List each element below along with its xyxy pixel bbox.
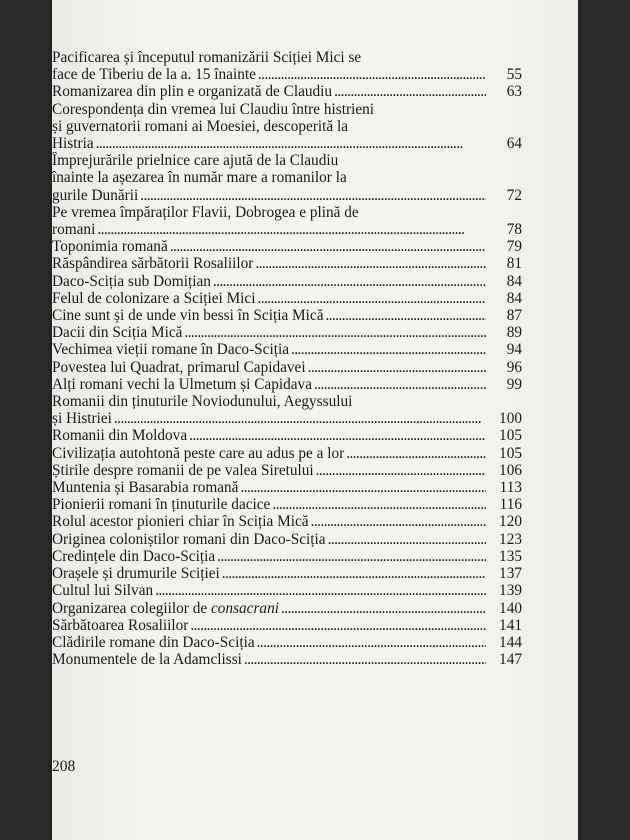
dot-leader [346, 445, 486, 462]
toc-entry-text: Sărbătoarea Rosaliilor [52, 616, 189, 634]
dot-leader [222, 565, 486, 582]
toc-entry [52, 462, 522, 479]
toc-entry-title [52, 531, 326, 548]
toc-entry-text: Răspândirea sărbătorii Rosaliilor [52, 255, 254, 273]
dot-leader [96, 135, 486, 152]
dot-leader [328, 531, 486, 548]
dot-leader [314, 376, 486, 393]
toc-entry-text: romani [52, 221, 96, 239]
dot-leader [184, 324, 486, 341]
toc-entry-page: 105 [499, 427, 522, 445]
dot-leader [155, 582, 486, 599]
toc-entry [52, 359, 522, 376]
toc-entry-line: Pe vremea împăraților Flavii, Dobrogea e plină de [52, 203, 359, 221]
toc-entry-title [52, 290, 255, 307]
toc-entry [52, 513, 522, 530]
dot-leader [114, 410, 486, 427]
toc-entry-page: 106 [499, 461, 522, 479]
toc-entry [52, 393, 522, 427]
toc-entry-page: 137 [499, 565, 522, 583]
toc-entry-title [52, 496, 270, 513]
toc-entry-text: Monumentele de la Adamclissi [52, 651, 242, 669]
page-number: 208 [52, 758, 76, 775]
toc-entry-text: Dacii din Sciția Mică [52, 324, 183, 342]
dot-leader [326, 307, 487, 324]
toc-entry [52, 290, 522, 307]
dot-leader [170, 238, 486, 255]
toc-entry [52, 479, 522, 496]
dot-leader [257, 634, 486, 651]
toc-entry-title [52, 617, 188, 634]
dot-leader [291, 341, 486, 358]
toc-entry [52, 341, 522, 358]
toc-entry-page: 120 [499, 513, 522, 531]
toc-entry [52, 617, 522, 634]
toc-entry [52, 582, 522, 599]
toc-entry [52, 376, 522, 393]
toc-entry-text: Toponimia romană [52, 238, 168, 256]
toc-entry [52, 634, 522, 651]
toc-entry [52, 651, 522, 668]
toc-entry-text: face de Tiberiu de la a. 15 înainte [52, 66, 256, 84]
toc-entry [52, 548, 522, 565]
dot-leader [257, 290, 486, 307]
toc-entry-title [52, 513, 309, 530]
toc-entry-line: înainte la așezarea în număr mare a romanilor la [52, 169, 347, 187]
toc-entry-line: Pacificarea și începutul romanizării Sciției Mici se [52, 49, 362, 66]
toc-entry-title [52, 135, 94, 152]
toc-entry-text: Orașele și drumurile Sciției [52, 565, 220, 583]
toc-entry [52, 600, 522, 617]
toc-entry-text: Alți romani vechi la Ulmetum și Capidava [52, 375, 312, 393]
toc-entry-text: Romanizarea din plin e organizată de Claudiu [52, 83, 333, 101]
toc-entry-text: Civilizația autohtonă peste care au adus pe a lor [52, 444, 345, 462]
table-of-contents [52, 49, 522, 668]
toc-entry-page: 140 [499, 599, 522, 617]
toc-entry-page: 84 [506, 272, 522, 290]
toc-entry-title [52, 582, 153, 599]
toc-entry [52, 255, 522, 272]
toc-entry [52, 531, 522, 548]
toc-entry-text: Histria [52, 135, 94, 153]
toc-entry-title [52, 634, 255, 651]
toc-entry [52, 273, 522, 290]
toc-entry-title [52, 651, 242, 668]
toc-entry-page: 89 [506, 324, 522, 342]
toc-entry-text: Felul de colonizare a Sciției Mici [52, 289, 256, 307]
toc-entry-text: Vechimea vieții romane în Daco-Sciția [52, 341, 290, 359]
dot-leader [244, 651, 486, 668]
toc-entry-title [52, 427, 187, 444]
toc-entry-title [52, 324, 182, 341]
toc-entry-title [52, 255, 253, 272]
toc-entry-page: 96 [506, 358, 522, 376]
toc-entry-page: 55 [506, 66, 522, 84]
toc-entry-page: 100 [499, 410, 522, 428]
dot-leader [281, 600, 486, 617]
toc-entry-title [52, 359, 306, 376]
toc-entry-page: 87 [506, 307, 522, 325]
toc-entry-page: 84 [506, 289, 522, 307]
dot-leader [213, 273, 486, 290]
toc-entry-page: 99 [506, 375, 522, 393]
toc-entry [52, 445, 522, 462]
toc-entry-text: Știrile despre romanii de pe valea Siretului [52, 461, 314, 479]
toc-entry [52, 496, 522, 513]
toc-entry [52, 238, 522, 255]
dot-leader [140, 187, 486, 204]
toc-entry [52, 307, 522, 324]
toc-entry-text: Clădirile romane din Daco-Sciția [52, 633, 255, 651]
toc-entry-line: Împrejurările prielnice care ajută de la Claudiu [52, 152, 339, 170]
toc-entry-title [52, 273, 211, 290]
toc-entry-title [52, 565, 220, 582]
toc-entry-text: Pionierii romani în ținuturile dacice [52, 496, 271, 514]
dot-leader [316, 462, 486, 479]
toc-entry-italic-term: consacrani [210, 599, 279, 617]
dot-leader [217, 548, 486, 565]
toc-entry-page: 105 [499, 444, 522, 462]
dot-leader [308, 359, 486, 376]
toc-entry-title [52, 66, 256, 83]
toc-entry-title [52, 376, 312, 393]
toc-entry [52, 204, 522, 238]
toc-entry-page: 81 [506, 255, 522, 273]
toc-entry-title [52, 445, 344, 462]
toc-entry-page: 141 [499, 616, 522, 634]
toc-entry-page: 94 [506, 341, 522, 359]
dot-leader [311, 513, 486, 530]
toc-entry-page: 63 [506, 83, 522, 101]
toc-entry-title [52, 410, 112, 427]
toc-entry-page: 135 [499, 547, 522, 565]
toc-entry [52, 324, 522, 341]
toc-entry-title [52, 83, 332, 100]
toc-entry-title [52, 341, 289, 358]
toc-entry-page: 116 [499, 496, 522, 514]
toc-entry-text: Cultul lui Silvan [52, 582, 154, 600]
toc-entry-page: 139 [499, 582, 522, 600]
toc-entry-line: și guvernatorii romani ai Moesiei, descoperită la [52, 117, 349, 135]
toc-entry-text: Credințele din Daco-Sciția [52, 547, 216, 565]
toc-entry-page: 64 [506, 135, 522, 153]
toc-entry-title [52, 221, 95, 238]
toc-entry-page: 123 [499, 530, 522, 548]
dot-leader [190, 617, 486, 634]
toc-entry [52, 565, 522, 582]
toc-entry-title [52, 307, 324, 324]
toc-entry-text: Rolul acestor pionieri chiar în Sciția Mică [52, 513, 309, 531]
toc-entry-page: 78 [506, 221, 522, 239]
dot-leader [272, 496, 486, 513]
toc-entry [52, 427, 522, 444]
toc-entry [52, 83, 522, 100]
toc-entry-title [52, 479, 238, 496]
toc-entry-text: Povestea lui Quadrat, primarul Capidavei [52, 358, 306, 376]
dot-leader [189, 427, 486, 444]
toc-entry-line: Romanii din ținuturile Noviodunului, Aegyssului [52, 393, 353, 411]
toc-entry-text: Cine sunt și de unde vin bessi în Sciția Mică [52, 307, 324, 325]
toc-entry-page: 147 [499, 651, 522, 669]
dot-leader [258, 66, 486, 83]
toc-entry [52, 49, 522, 83]
toc-entry-text: Organizarea colegiilor de [52, 599, 211, 617]
toc-entry-line: Corespondența din vremea lui Claudiu între histrieni [52, 100, 375, 118]
toc-entry-text: Originea coloniștilor romani din Daco-Sciția [52, 530, 326, 548]
toc-entry [52, 101, 522, 153]
toc-entry-text: Daco-Sciția sub Domițian [52, 272, 211, 290]
toc-entry-title [52, 462, 314, 479]
dot-leader [97, 221, 486, 238]
dot-leader [255, 255, 486, 272]
dot-leader [334, 83, 486, 100]
toc-entry-title [52, 548, 215, 565]
dot-leader [240, 479, 486, 496]
toc-entry-page: 72 [506, 186, 522, 204]
toc-entry-title [52, 187, 138, 204]
toc-entry-title [52, 600, 279, 617]
toc-entry-page: 144 [499, 633, 522, 651]
toc-entry-text: și Histriei [52, 410, 112, 428]
toc-entry-text: gurile Dunării [52, 186, 139, 204]
toc-entry-text: Romanii din Moldova [52, 427, 188, 445]
toc-entry-text: Muntenia și Basarabia romană [52, 479, 239, 497]
toc-entry-title [52, 238, 168, 255]
toc-entry-page: 113 [499, 479, 522, 497]
toc-entry-page: 79 [506, 238, 522, 256]
toc-entry [52, 152, 522, 204]
